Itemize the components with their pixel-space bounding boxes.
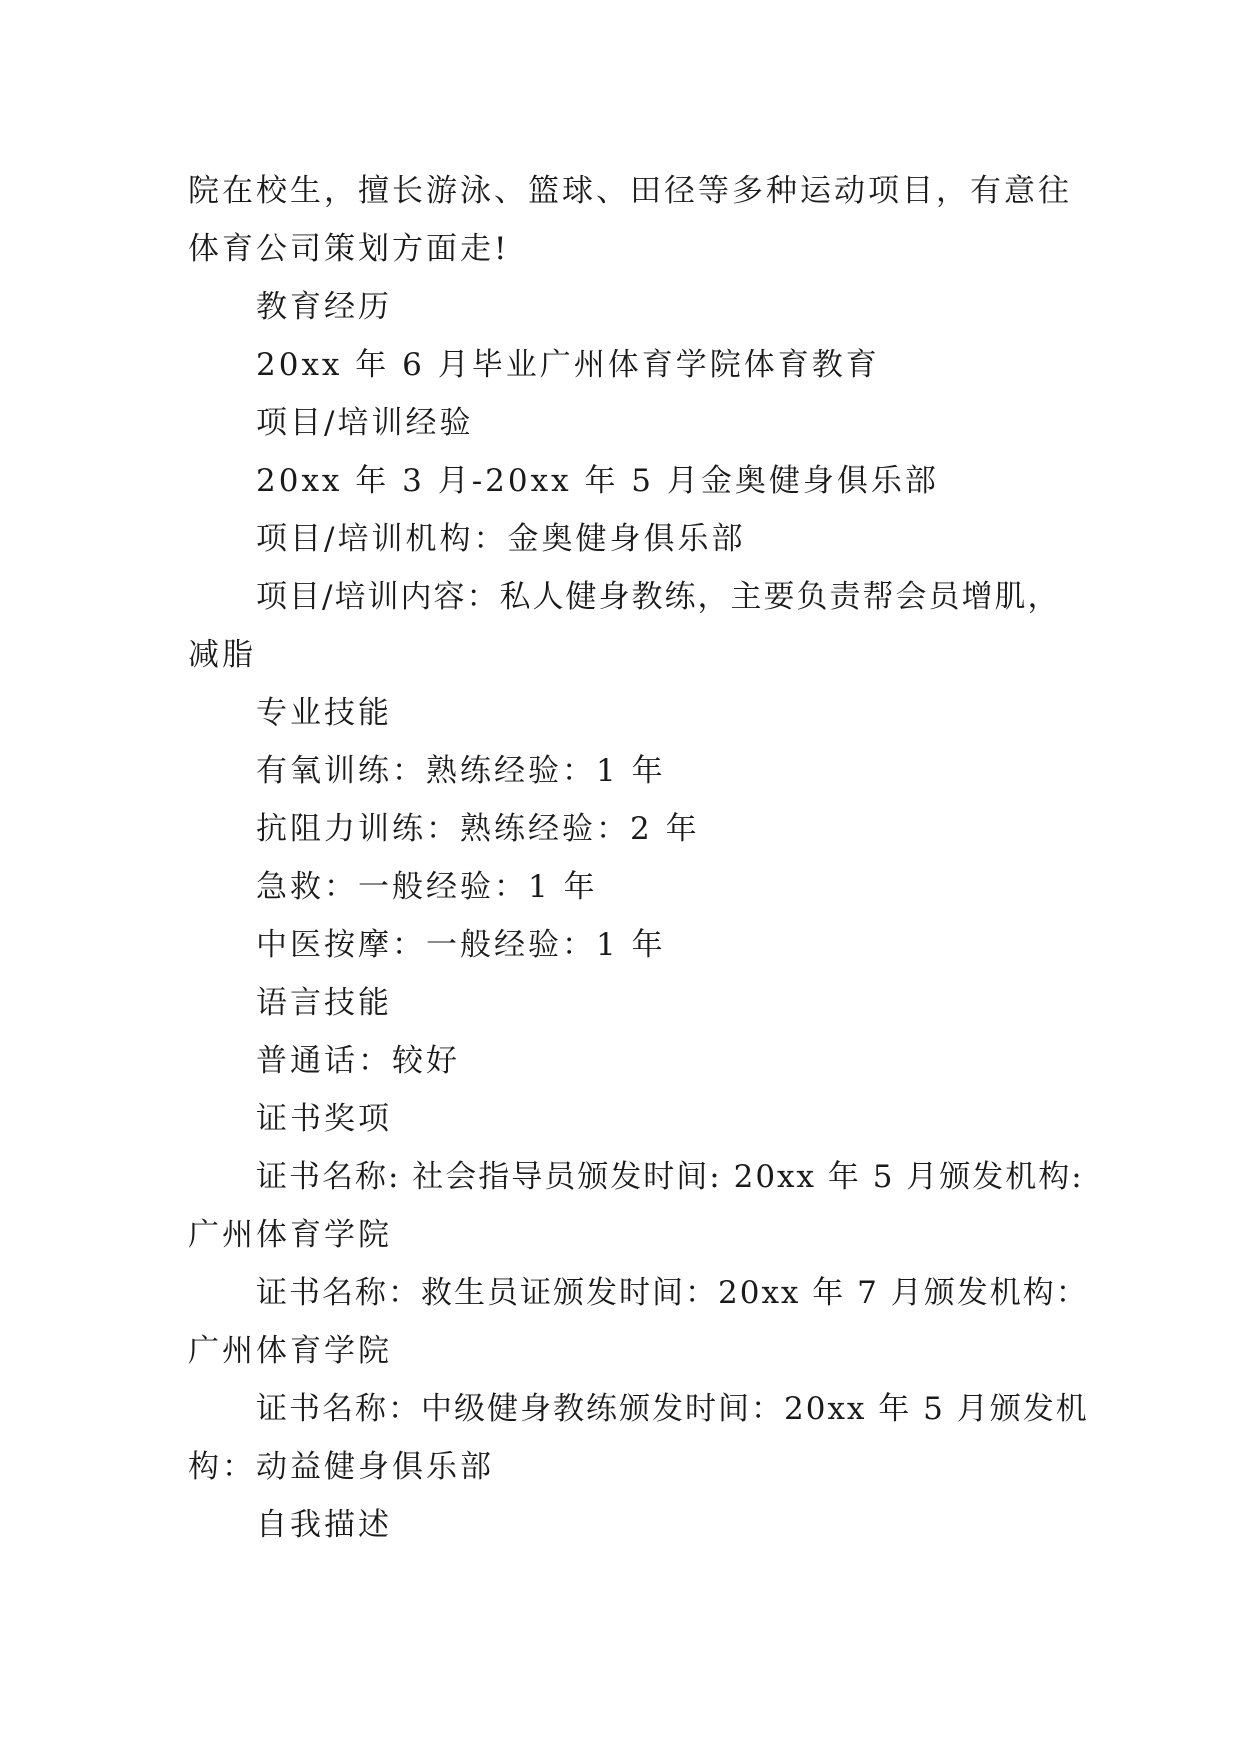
- certificate-3: 证书名称：中级健身教练颁发时间：20xx 年 5 月颁发机: [256, 1391, 1089, 1427]
- training-content: 项目/培训内容：私人健身教练，主要负责帮会员增肌，: [256, 579, 1061, 615]
- heading-certificates: 证书奖项: [256, 1101, 392, 1137]
- training-period: 20xx 年 3 月-20xx 年 5 月金奥健身俱乐部: [256, 463, 939, 499]
- training-content-continued: 减脂: [188, 637, 256, 673]
- skill-resistance: 抗阻力训练：熟练经验：2 年: [256, 811, 700, 847]
- heading-language-skills: 语言技能: [256, 985, 392, 1021]
- skill-massage: 中医按摩：一般经验：1 年: [256, 927, 666, 963]
- intro-line-2: 体育公司策划方面走!: [188, 231, 510, 267]
- certificate-1-continued: 广州体育学院: [188, 1217, 392, 1253]
- intro-line-1: 院在校生，擅长游泳、篮球、田径等多种运动项目，有意往: [188, 173, 1072, 209]
- training-institution: 项目/培训机构：金奥健身俱乐部: [256, 521, 746, 557]
- skill-first-aid: 急救：一般经验：1 年: [256, 869, 598, 905]
- certificate-1: 证书名称: 社会指导员颁发时间: 20xx 年 5 月颁发机构:: [256, 1159, 1084, 1195]
- certificate-3-continued: 构：动益健身俱乐部: [188, 1449, 494, 1485]
- heading-professional-skills: 专业技能: [256, 695, 392, 731]
- certificate-2: 证书名称：救生员证颁发时间：20xx 年 7 月颁发机构：: [256, 1275, 1089, 1311]
- document-body: [188, 162, 1089, 1554]
- heading-education: 教育经历: [256, 289, 392, 325]
- certificate-2-continued: 广州体育学院: [188, 1333, 392, 1369]
- education-entry: 20xx 年 6 月毕业广州体育学院体育教育: [256, 347, 880, 383]
- language-mandarin: 普通话：较好: [256, 1043, 460, 1079]
- heading-projects-training: 项目/培训经验: [256, 405, 474, 441]
- heading-self-description: 自我描述: [256, 1507, 392, 1543]
- skill-aerobic: 有氧训练：熟练经验：1 年: [256, 753, 666, 789]
